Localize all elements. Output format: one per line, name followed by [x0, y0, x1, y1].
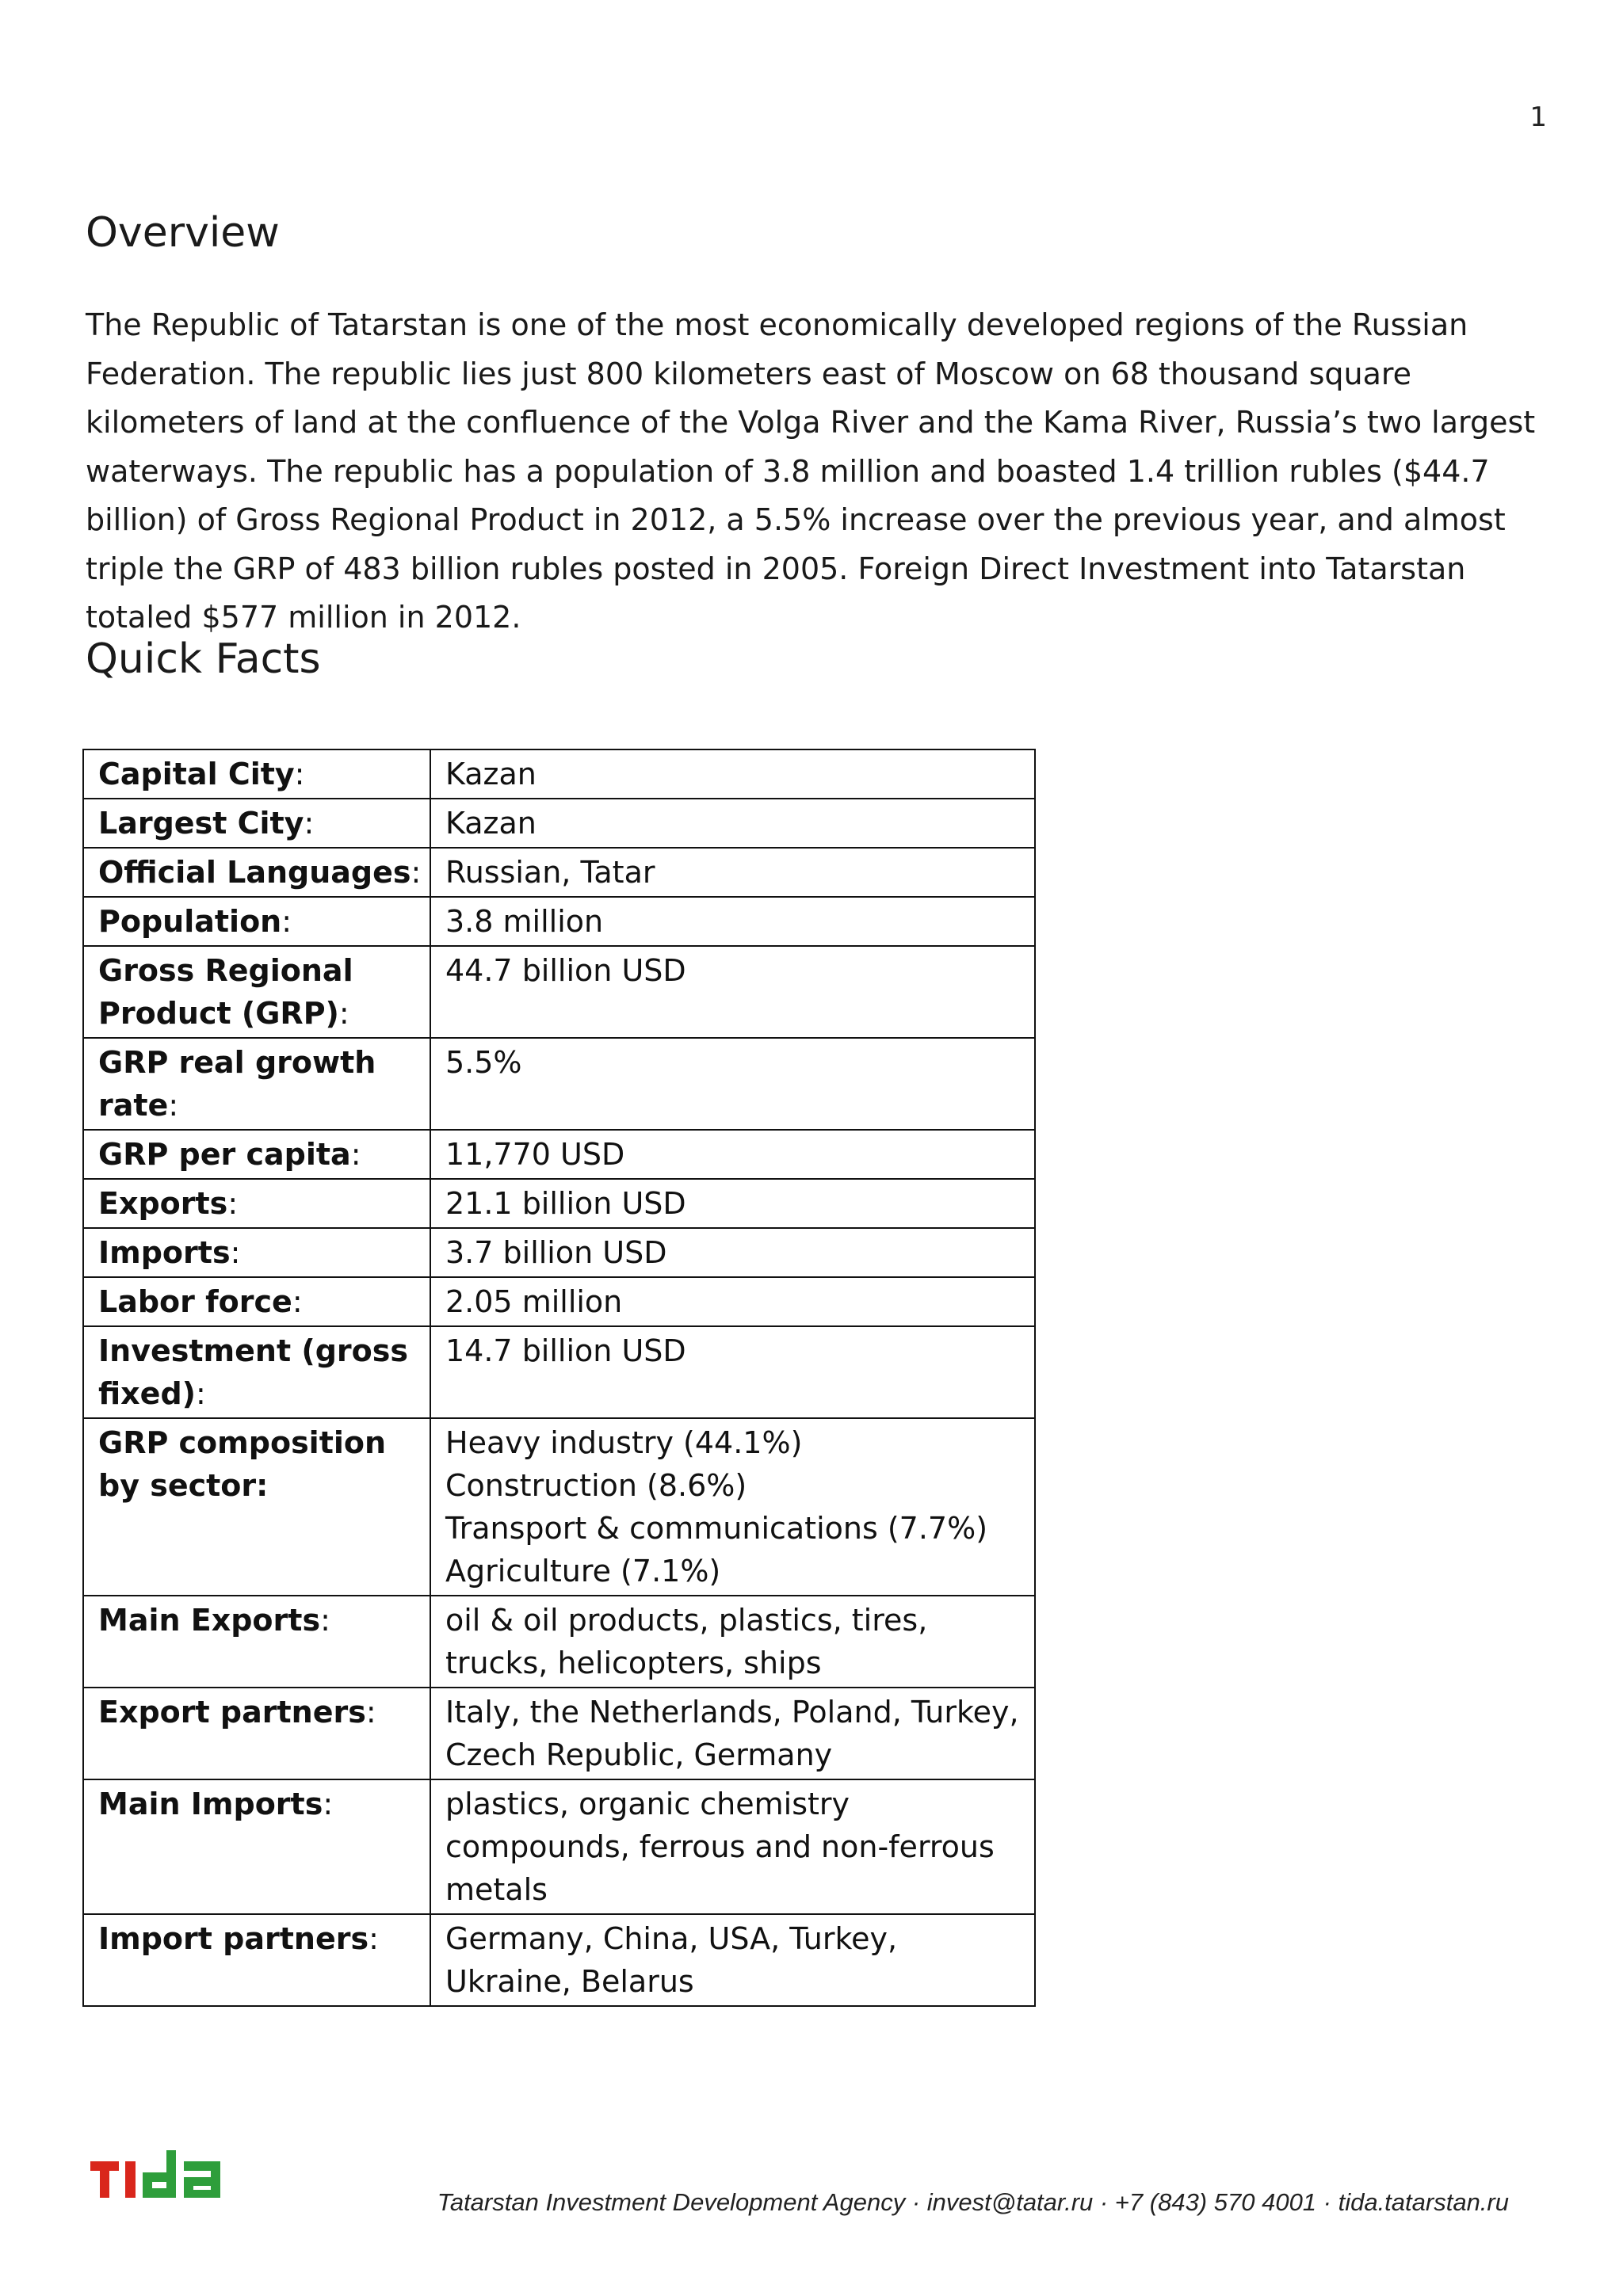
fact-value: 5.5% — [430, 1038, 1035, 1130]
sector-line: Construction (8.6%) — [445, 1468, 747, 1503]
table-row — [83, 897, 1035, 946]
table-row — [83, 1688, 1035, 1779]
page-footer — [0, 2139, 1623, 2296]
table-row — [83, 1277, 1035, 1326]
table-row — [83, 1130, 1035, 1179]
quick-facts-heading: Quick Facts — [86, 635, 321, 683]
fact-label: Capital City: — [83, 749, 430, 799]
table-row — [83, 946, 1035, 1038]
sector-line: Agriculture (7.1%) — [445, 1554, 721, 1589]
fact-value: Germany, China, USA, Turkey, Ukraine, Belarus — [430, 1914, 1035, 2006]
fact-label: Exports: — [83, 1179, 430, 1228]
fact-label: GRP per capita: — [83, 1130, 430, 1179]
overview-paragraph: The Republic of Tatarstan is one of the most economically developed regions of the Russian Federation. The republic lies just 800 kilometers east of Moscow on 68 thousand square kilometers of land at the confluence of the Volga River and the Kama River, Russia’s two largest waterways. The republic has a population of 3.8 million and boasted 1.4 trillion rubles ($44.7 billion) of Gross Regional Product in 2012, a 5.5% increase over the previous year, and almost triple the GRP of 483 billion rubles posted in 2005. Foreign Direct Investment into Tatarstan totaled $577 million in 2012. — [86, 307, 1536, 635]
fact-label: Import partners: — [83, 1914, 430, 2006]
sector-line: Heavy industry (44.1%) — [445, 1425, 803, 1460]
table-row — [83, 1779, 1035, 1914]
table-row — [83, 1418, 1035, 1596]
table-row — [83, 848, 1035, 897]
fact-value: Kazan — [430, 749, 1035, 799]
fact-label: Population: — [83, 897, 430, 946]
fact-label: Investment (gross fixed): — [83, 1326, 430, 1418]
fact-label: Imports: — [83, 1228, 430, 1277]
table-row — [83, 799, 1035, 848]
fact-value: 14.7 billion USD — [430, 1326, 1035, 1418]
table-row — [83, 1228, 1035, 1277]
overview-heading: Overview — [86, 209, 280, 257]
fact-value: 11,770 USD — [430, 1130, 1035, 1179]
footer-contact: Tatarstan Investment Development Agency · invest@tatar.ru · +7 (843) 570 4001 · tida.tatarstan.ru — [437, 2188, 1509, 2216]
table-row — [83, 1179, 1035, 1228]
fact-label: Export partners: — [83, 1688, 430, 1779]
fact-label: Largest City: — [83, 799, 430, 848]
fact-value: 2.05 million — [430, 1277, 1035, 1326]
fact-value: Kazan — [430, 799, 1035, 848]
table-row — [83, 1596, 1035, 1688]
page-number: 1 — [1529, 101, 1547, 133]
table-row — [83, 1914, 1035, 2006]
table-row — [83, 1038, 1035, 1130]
fact-value: 21.1 billion USD — [430, 1179, 1035, 1228]
fact-label: Main Imports: — [83, 1779, 430, 1914]
fact-value: Russian, Tatar — [430, 848, 1035, 897]
table-row — [83, 1326, 1035, 1418]
fact-value: Italy, the Netherlands, Poland, Turkey, Czech Republic, Germany — [430, 1688, 1035, 1779]
fact-value: 3.7 billion USD — [430, 1228, 1035, 1277]
fact-label: GRP composition by sector: — [83, 1418, 430, 1596]
fact-label: Main Exports: — [83, 1596, 430, 1688]
fact-label: Labor force: — [83, 1277, 430, 1326]
fact-value: 44.7 billion USD — [430, 946, 1035, 1038]
fact-label: Official Languages: — [83, 848, 430, 897]
fact-value: plastics, organic chemistry compounds, ferrous and non-ferrous metals — [430, 1779, 1035, 1914]
fact-label: GRP real growth rate: — [83, 1038, 430, 1130]
fact-value: 3.8 million — [430, 897, 1035, 946]
quick-facts-table — [82, 749, 1036, 2007]
fact-value: oil & oil products, plastics, tires, trucks, helicopters, ships — [430, 1596, 1035, 1688]
sector-line: Transport & communications (7.7%) — [445, 1511, 988, 1546]
table-row — [83, 749, 1035, 799]
tida-logo — [90, 2150, 227, 2198]
fact-label: Gross Regional Product (GRP): — [83, 946, 430, 1038]
fact-value — [430, 1418, 1035, 1596]
